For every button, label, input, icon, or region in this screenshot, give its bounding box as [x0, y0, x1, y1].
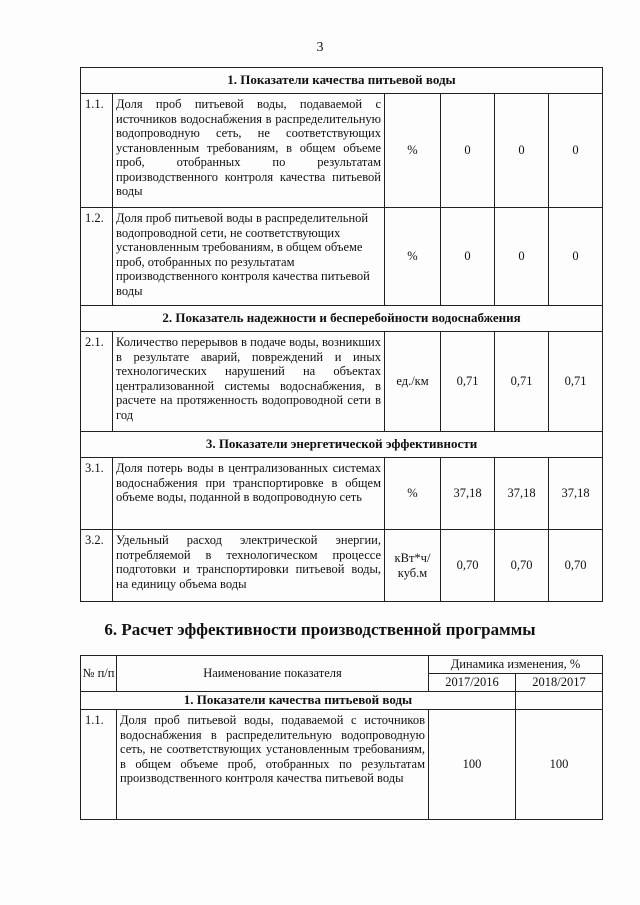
row-value-2: 0 — [495, 94, 549, 208]
row-number: 1.2. — [81, 208, 113, 306]
column-header-year-2: 2018/2017 — [516, 674, 603, 692]
row-value-2: 100 — [516, 710, 603, 820]
column-header-number: № п/п — [81, 656, 117, 692]
row-value-3: 0,70 — [549, 530, 603, 602]
table-row — [81, 710, 603, 820]
section-title: 3. Показатели энергетической эффективности — [81, 432, 603, 458]
row-unit: кВт*ч/ куб.м — [385, 530, 441, 602]
row-unit: ед./км — [385, 332, 441, 432]
section-title: 2. Показатель надежности и бесперебойности водоснабжения — [81, 306, 603, 332]
row-value-1: 100 — [429, 710, 516, 820]
row-value-3: 0 — [549, 208, 603, 306]
section-header-quality — [81, 692, 603, 710]
section-title: 1. Показатели качества питьевой воды — [81, 68, 603, 94]
section-header-reliability — [81, 306, 603, 332]
empty-cell — [516, 692, 603, 710]
row-value-2: 0,70 — [495, 530, 549, 602]
section-title: 1. Показатели качества питьевой воды — [81, 692, 516, 710]
row-value-3: 0 — [549, 94, 603, 208]
section-heading-efficiency: 6. Расчет эффективности производственной программы — [104, 620, 536, 639]
table-row — [81, 530, 603, 602]
row-unit: % — [385, 208, 441, 306]
column-header-year-1: 2017/2016 — [429, 674, 516, 692]
row-value-1: 0 — [441, 208, 495, 306]
table-row — [81, 332, 603, 432]
column-header-name: Наименование показателя — [117, 656, 429, 692]
row-number: 1.1. — [81, 94, 113, 208]
row-number: 2.1. — [81, 332, 113, 432]
row-unit: % — [385, 458, 441, 530]
row-value-1: 0,71 — [441, 332, 495, 432]
row-value-3: 37,18 — [549, 458, 603, 530]
table-header-row — [81, 656, 603, 674]
section-header-quality — [81, 68, 603, 94]
row-description: Доля проб питьевой воды в распределительной водопроводной сети, не соответствующих установленным требованиям, в общем объеме проб, отобранных по результатам производственного контроля качества питьевой воды — [113, 208, 385, 306]
row-description: Доля потерь воды в централизованных системах водоснабжения при транспортировке в общем объеме воды, поданной в водопроводную сеть — [113, 458, 385, 530]
row-description: Удельный расход электрической энергии, потребляемой в технологическом процессе подготовки и транспортировки питьевой воды, на единицу объема воды — [113, 530, 385, 602]
table-row — [81, 94, 603, 208]
row-value-2: 0,71 — [495, 332, 549, 432]
page-number: 3 — [316, 40, 324, 55]
row-value-1: 0 — [441, 94, 495, 208]
table-row — [81, 458, 603, 530]
row-unit: % — [385, 94, 441, 208]
indicators-table — [80, 67, 603, 602]
row-value-2: 37,18 — [495, 458, 549, 530]
row-value-1: 0,70 — [441, 530, 495, 602]
section-header-energy — [81, 432, 603, 458]
row-number: 3.1. — [81, 458, 113, 530]
row-value-2: 0 — [495, 208, 549, 306]
efficiency-table — [80, 655, 603, 820]
table-row — [81, 208, 603, 306]
row-description: Доля проб питьевой воды, подаваемой с источников водоснабжения в распределительную водопроводную сеть, не соответствующих установленным требованиям, в общем объеме проб, отобранных по результатам производственного контроля качества питьевой воды — [113, 94, 385, 208]
column-header-dynamic: Динамика изменения, % — [429, 656, 603, 674]
row-number: 3.2. — [81, 530, 113, 602]
row-value-3: 0,71 — [549, 332, 603, 432]
row-value-1: 37,18 — [441, 458, 495, 530]
row-description: Доля проб питьевой воды, подаваемой с источников водоснабжения в распределительную водопроводную сеть, не соответствующих установленным требованиям, в общем объеме проб, отобранных по результатам производственного контроля качества питьевой воды — [117, 710, 429, 820]
row-description: Количество перерывов в подаче воды, возникших в результате аварий, повреждений и иных технологических нарушений на объектах централизованной системы водоснабжения, в расчете на протяженность водопроводной сети в год — [113, 332, 385, 432]
row-number: 1.1. — [81, 710, 117, 820]
